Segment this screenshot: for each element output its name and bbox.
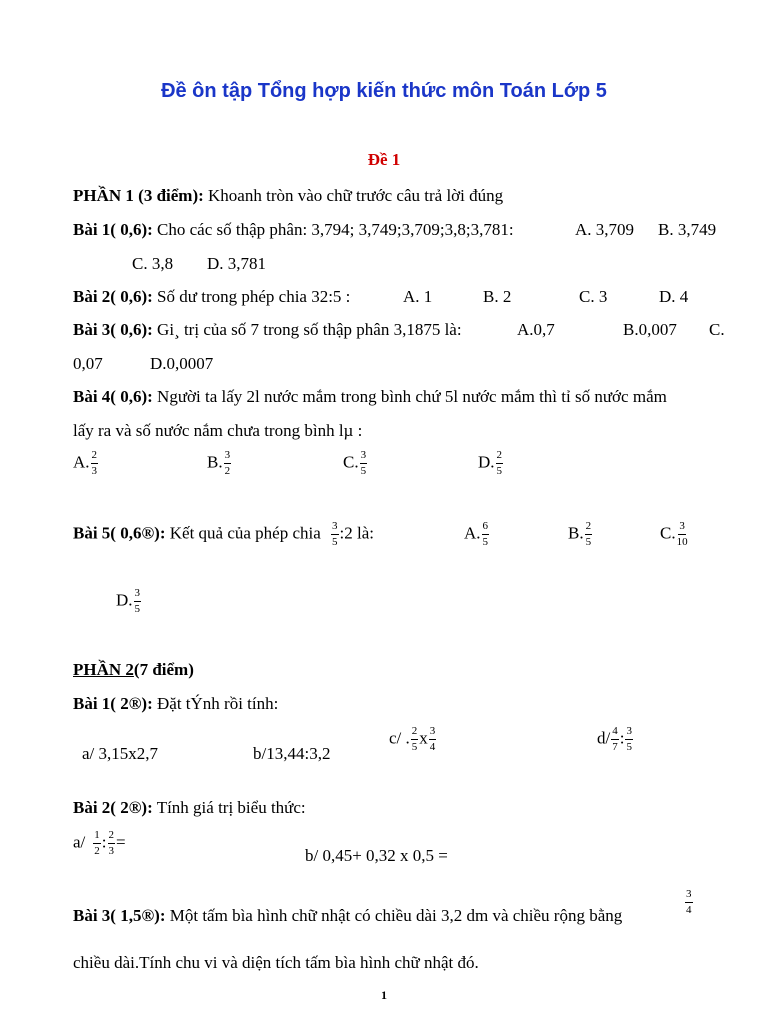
part2-header xyxy=(73,660,194,680)
fraction-denominator: 5 xyxy=(332,536,338,548)
q2-text: Số dư trong phép chia 32:5 : xyxy=(152,287,351,306)
p2q2-label: Bài 2( 2®): xyxy=(73,798,153,817)
fraction-numerator: 1 xyxy=(93,830,101,844)
p2q2-item-a-fraction1 xyxy=(93,830,101,857)
q5-option-a-label: A. xyxy=(464,523,481,543)
q5-option-d-label: D. xyxy=(116,590,133,610)
p2q3-text-line2: chiều dài.Tính chu vi và diện tích tấm bìa hình chữ nhật đó. xyxy=(73,953,479,972)
p2q1-label: Bài 1( 2®): xyxy=(73,694,153,713)
q5-option-c-fraction xyxy=(677,521,688,548)
fraction-numerator: 3 xyxy=(678,521,686,535)
fraction-numerator: 3 xyxy=(625,726,633,740)
p2q2-question xyxy=(73,798,306,818)
p2q3-fraction-wrap xyxy=(684,889,694,916)
p2q3-text-line1: Một tấm bìa hình chữ nhật có chiều dài 3,2 dm và chiều rộng bằng xyxy=(165,906,623,925)
fraction-numerator: 3 xyxy=(134,588,142,602)
fraction-denominator: 4 xyxy=(429,741,436,753)
q5-text: Kết quả của phép chia xyxy=(165,523,321,543)
fraction-numerator: 2 xyxy=(411,726,419,740)
q2-option-b: B. 2 xyxy=(483,287,512,306)
q4-option-a xyxy=(73,450,99,477)
p2q1-item-d-fraction2 xyxy=(625,726,633,753)
q3-option-c: C. xyxy=(709,320,725,339)
q4-option-a-fraction xyxy=(91,450,99,477)
fraction-denominator: 4 xyxy=(686,904,692,916)
q2-option-d: D. 4 xyxy=(659,287,689,306)
p2q1-item-d-prefix: d/ xyxy=(597,728,611,748)
fraction-denominator: 3 xyxy=(91,465,98,477)
fraction-numerator: 4 xyxy=(611,726,619,740)
fraction-denominator: 7 xyxy=(612,741,618,753)
q1-question xyxy=(73,220,514,240)
p2q1-item-c-prefix: c/ . xyxy=(389,728,410,748)
fraction-numerator: 3 xyxy=(224,450,232,464)
fraction-numerator: 2 xyxy=(585,521,593,535)
fraction-numerator: 6 xyxy=(482,521,490,535)
fraction-denominator: 2 xyxy=(94,845,100,857)
q3-label: Bài 3( 0,6): xyxy=(73,320,153,339)
fraction-denominator: 5 xyxy=(411,741,418,753)
q4-option-c-label: C. xyxy=(343,452,359,472)
p2q1-question xyxy=(73,694,278,714)
p2q2-item-a xyxy=(73,830,126,857)
q4-question xyxy=(73,387,667,407)
fraction-numerator: 3 xyxy=(685,889,693,903)
q2-option-a: A. 1 xyxy=(403,287,433,306)
q5-option-b-fraction xyxy=(585,521,593,548)
q5-text-after: :2 là: xyxy=(339,523,375,543)
p2q2-item-a-fraction2 xyxy=(108,830,116,857)
q4-option-c xyxy=(343,450,368,477)
fraction-numerator: 2 xyxy=(496,450,504,464)
fraction-denominator: 5 xyxy=(360,465,367,477)
fraction-denominator: 10 xyxy=(676,536,688,548)
p2q1-text: Đặt tÝnh rồi tính: xyxy=(152,694,279,713)
q4-option-b-fraction xyxy=(224,450,232,477)
q1-label: Bài 1( 0,6): xyxy=(73,220,153,239)
q3-text: Gi¸ trị của số 7 trong số thập phân 3,1875 là: xyxy=(152,320,462,339)
p2q2-item-a-operator: : xyxy=(101,832,107,852)
fraction-denominator: 5 xyxy=(626,741,632,753)
p2q1-item-c-fraction1 xyxy=(411,726,419,753)
fraction-denominator: 5 xyxy=(496,465,503,477)
q1-text: Cho các số thập phân: 3,794; 3,749;3,709;3,8;3,781: xyxy=(152,220,514,239)
q4-option-d-label: D. xyxy=(478,452,495,472)
q2-label: Bài 2( 0,6): xyxy=(73,287,153,306)
q5-option-b xyxy=(568,521,593,548)
fraction-denominator: 2 xyxy=(224,465,231,477)
q5-option-c-label: C. xyxy=(660,523,676,543)
p2q1-item-c xyxy=(389,726,437,753)
part1-header xyxy=(73,186,503,206)
p2q3-question xyxy=(73,906,622,926)
document-title: Đề ôn tập Tổng hợp kiến thức môn Toán Lớp 5 xyxy=(161,80,607,102)
p2q1-item-d-fraction1 xyxy=(611,726,619,753)
p2q1-item-b: b/13,44:3,2 xyxy=(253,744,331,763)
q4-option-b-label: B. xyxy=(207,452,223,472)
p2q1-item-d xyxy=(597,726,634,753)
page-number: 1 xyxy=(381,988,387,1002)
q5-label: Bài 5( 0,6®): xyxy=(73,523,166,543)
fraction-denominator: 5 xyxy=(585,536,592,548)
p2q2-item-a-prefix: a/ xyxy=(73,832,86,852)
q3-option-d: D.0,0007 xyxy=(150,354,214,373)
q3-option-c-value: 0,07 xyxy=(73,354,103,373)
part1-heading: PHẦN 1 (3 điểm): xyxy=(73,186,204,205)
fraction-denominator: 3 xyxy=(108,845,115,857)
q4-label: Bài 4( 0,6): xyxy=(73,387,153,406)
p2q3-label: Bài 3( 1,5®): xyxy=(73,906,166,925)
p2q2-text: Tính giá trị biểu thức: xyxy=(152,798,306,817)
q4-option-a-label: A. xyxy=(73,452,90,472)
q3-option-b: B.0,007 xyxy=(623,320,677,339)
q5-option-d-fraction xyxy=(134,588,142,615)
p2q1-item-d-operator: : xyxy=(619,728,625,748)
q5-option-d xyxy=(116,588,142,615)
q5-question xyxy=(73,521,374,548)
q5-option-a-fraction xyxy=(482,521,490,548)
q5-option-c xyxy=(660,521,689,548)
p2q1-item-c-fraction2 xyxy=(429,726,437,753)
q4-option-b xyxy=(207,450,232,477)
q4-text-line1: Người ta lấy 2l nước mắm trong bình chứ 5l nước mắm thì tỉ số nước mắm xyxy=(152,387,667,406)
fraction-numerator: 3 xyxy=(331,521,339,535)
q2-question xyxy=(73,287,350,307)
fraction-numerator: 2 xyxy=(91,450,99,464)
p2q1-item-a: a/ 3,15x2,7 xyxy=(82,744,159,763)
q1-option-d: D. 3,781 xyxy=(207,254,267,273)
q4-option-c-fraction xyxy=(360,450,368,477)
q4-text-line2: lấy ra và số nước nắm chưa trong bình lµ : xyxy=(73,421,363,440)
p2q2-item-b: b/ 0,45+ 0,32 x 0,5 = xyxy=(305,846,448,865)
fraction-denominator: 5 xyxy=(482,536,489,548)
part2-points: (7 điểm) xyxy=(133,660,194,679)
q5-option-a xyxy=(464,521,490,548)
q4-option-d-fraction xyxy=(496,450,504,477)
q5-option-b-label: B. xyxy=(568,523,584,543)
q4-option-d xyxy=(478,450,504,477)
q3-option-a: A.0,7 xyxy=(517,320,555,339)
q5-fraction xyxy=(331,521,339,548)
fraction-denominator: 5 xyxy=(134,603,141,615)
fraction-numerator: 2 xyxy=(108,830,116,844)
p2q3-fraction xyxy=(685,889,693,916)
fraction-numerator: 3 xyxy=(429,726,437,740)
p2q1-item-c-operator: x xyxy=(419,728,428,748)
q2-option-c: C. 3 xyxy=(579,287,608,306)
q3-question xyxy=(73,320,462,340)
exam-number: Đề 1 xyxy=(367,150,401,169)
part2-heading: PHẦN 2 xyxy=(73,660,134,679)
q1-option-c: C. 3,8 xyxy=(132,254,174,273)
fraction-numerator: 3 xyxy=(360,450,368,464)
q1-option-a: A. 3,709 xyxy=(575,220,635,239)
p2q2-item-a-equals: = xyxy=(116,832,126,852)
part1-instruction: Khoanh tròn vào chữ trước câu trả lời đúng xyxy=(203,186,504,205)
q1-option-b: B. 3,749 xyxy=(658,220,717,239)
